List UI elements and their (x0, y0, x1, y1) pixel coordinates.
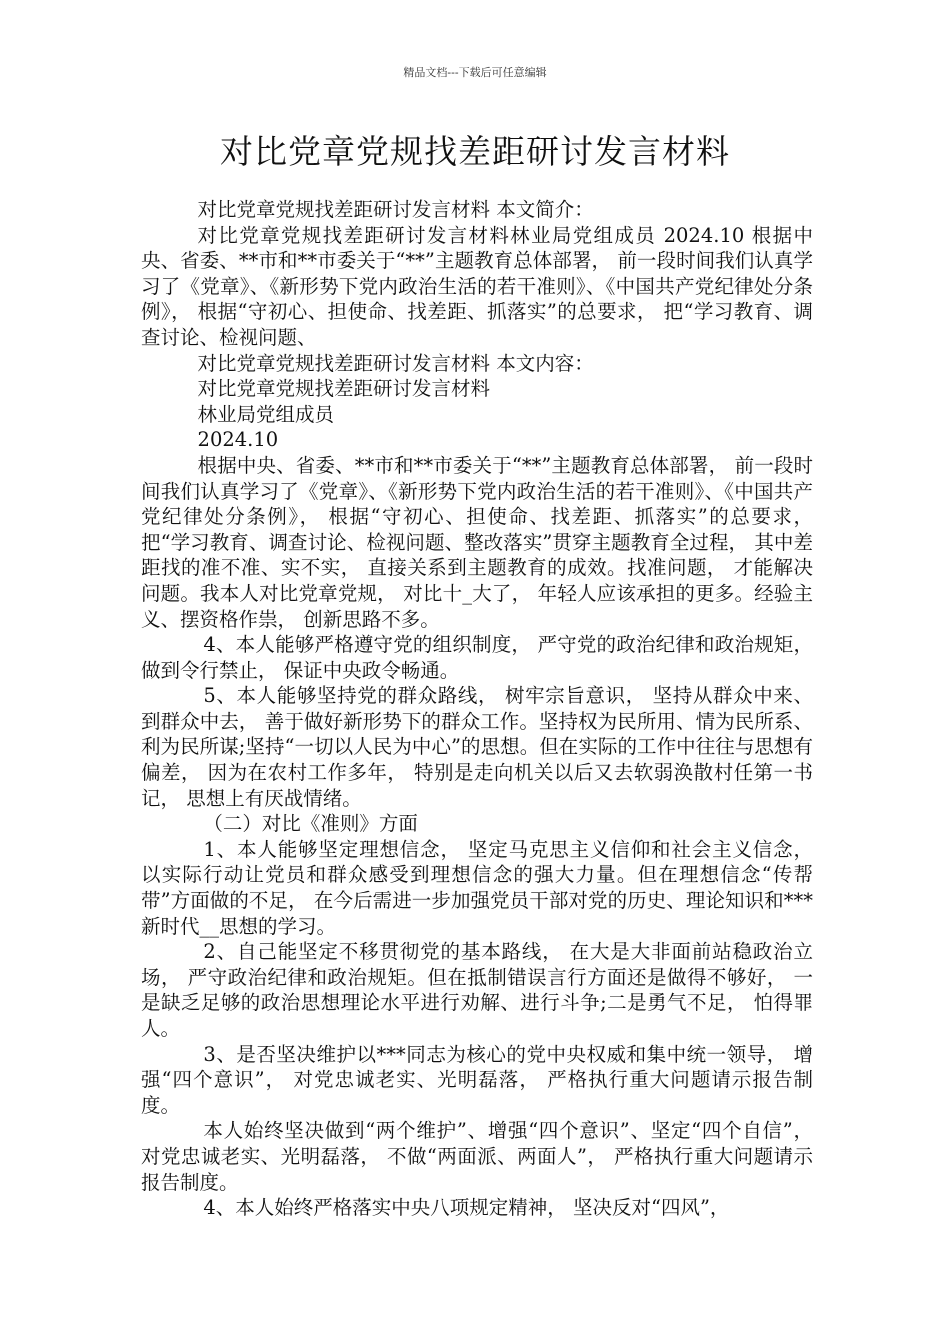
content-title-line: 对比党章党规找差距研讨发言材料 (197, 377, 491, 401)
author-line: 林业局党组成员 (197, 402, 335, 426)
document-title: 对比党章党规找差距研讨发言材料 (220, 132, 730, 171)
body-paragraph: 4、本人能够严格遵守党的组织制度， 严守党的政治纪律和政治规矩， 做到令行禁止， 保证中央政令畅通。 (141, 633, 813, 682)
body-paragraph: 根据中央、省委、**市和**市委关于“**”主题教育总体部署， 前一段时间我们认真学习了《党章》、《新形势下党内政治生活的若干准则》、《中国共产党纪律处分条例》， 根据“守初心、担使命、找差距、抓落实”的总要求， 把“学习教育、调查讨论、检视问题、整改落实”贯穿主题教育全过程， 其中差距找的准不准、实不实， 直接关系到主题教育的成效。找准问题， 才能解决问题。我本人对比党章党规， 对比十_大了， 年轻人应该承担的更多。经验主义、摆资格作祟， 创新思路不多。 (141, 453, 813, 631)
body-paragraph: 3、是否坚决维护以***同志为核心的党中央权威和集中统一领导， 增强“四个意识”， 对党忠诚老实、光明磊落， 严格执行重大问题请示报告制度。 (141, 1042, 813, 1117)
section-heading: （二）对比《准则》方面 (203, 812, 418, 836)
body-paragraph: 5、本人能够坚持党的群众路线， 树牢宗旨意识， 坚持从群众中来、到群众中去， 善于做好新形势下的群众工作。坚持权为民所用、情为民所系、利为民所谋;坚持“一切以人民为中心”的思想。但在实际的工作中往往与思想有偏差， 因为在农村工作多年， 特别是走向机关以后又去软弱涣散村任第一书记， 思想上有厌战情绪。 (141, 684, 813, 810)
summary-paragraph: 对比党章党规找差距研讨发言材料林业局党组成员 2024.10 根据中央、省委、**市和**市委关于“**”主题教育总体部署， 前一段时间我们认真学习了《党章》、《新形势下党内政治生活的若干准则》、《中国共产党纪律处分条例》， 根据“守初心、担使命、找差距、抓落实”的总要求， 把“学习教育、调查讨论、检视问题、 (141, 223, 813, 349)
body-paragraph: 2、自己能坚定不移贯彻党的基本路线， 在大是大非面前站稳政治立场， 严守政治纪律和政治规矩。但在抵制错误言行方面还是做得不够好， 一是缺乏足够的政治思想理论水平进行劝解、进行斗争;二是勇气不足， 怕得罪人。 (141, 940, 813, 1040)
body-paragraph: 4、本人始终严格落实中央八项规定精神， 坚决反对“四风”， (203, 1196, 730, 1220)
summary-heading: 对比党章党规找差距研讨发言材料 本文简介： (197, 198, 594, 221)
body-paragraph: 本人始终坚决做到“两个维护”、增强“四个意识”、坚定“四个自信”， 对党忠诚老实、光明磊落， 不做“两面派、两面人”， 严格执行重大问题请示报告制度。 (141, 1119, 813, 1194)
date-line: 2024.10 (197, 428, 279, 452)
document-body (141, 197, 813, 1221)
body-paragraph: 1、本人能够坚定理想信念， 坚定马克思主义信仰和社会主义信念， 以实际行动让党员和群众感受到理想信念的强大力量。但在理想信念“传帮带”方面做的不足， 在今后需进一步加强党员干部对党的历史、理论知识和***新时代__思想的学习。 (141, 837, 813, 938)
page-header-note: 精品文档---下载后可任意编辑 (403, 66, 547, 79)
content-heading: 对比党章党规找差距研讨发言材料 本文内容： (197, 351, 594, 375)
